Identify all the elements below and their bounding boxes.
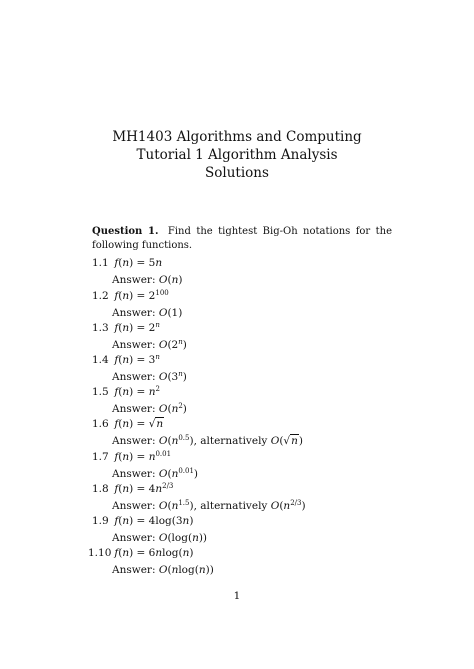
item-1-6 — [92, 417, 303, 448]
answer-expression: $O(n^{1.5})$, — [158, 499, 197, 512]
document-title — [0, 128, 474, 182]
item-1-3 — [92, 321, 187, 352]
answer-line — [112, 531, 207, 545]
answer-line — [112, 563, 214, 577]
answer-expression: $O(n^{0.01})$ — [158, 467, 199, 480]
item-number: 1.2 — [92, 290, 109, 302]
alternatively-label: alternatively — [200, 500, 268, 512]
answer-label: Answer: — [112, 468, 156, 480]
answer-line — [112, 306, 182, 320]
item-1-1 — [92, 256, 182, 287]
answer-line — [112, 273, 182, 287]
item-1-9 — [92, 514, 207, 545]
answer-label: Answer: — [112, 435, 156, 447]
answer-label: Answer: — [112, 500, 156, 512]
question-1 — [92, 225, 392, 253]
item-number: 1.9 — [92, 515, 109, 527]
question-text: Find the tightest Big-Oh notations for the following functions. — [92, 226, 392, 251]
answer-expression: O(3$^n$) — [158, 370, 187, 383]
answer-label: Answer: — [112, 307, 156, 319]
item-number: 1.4 — [92, 354, 109, 366]
page-number: 1 — [233, 590, 241, 602]
course-title: MH1403 Algorithms and Computing — [112, 129, 362, 145]
answer-line — [112, 370, 187, 384]
item-number: 1.10 — [88, 547, 112, 559]
function-expression: f(n) = √n — [114, 418, 164, 430]
function-expression: $f(n) = 3^n$ — [114, 353, 160, 366]
alternative-answer-expression: O(√n) — [270, 435, 303, 447]
item-number: 1.1 — [92, 257, 109, 269]
answer-line — [112, 434, 303, 448]
item-1-4 — [92, 353, 187, 384]
item-1-5 — [92, 385, 187, 416]
function-expression: $f(n) = 4n^{2/3}$ — [114, 482, 174, 495]
function-expression: $f(n) = 2^{100}$ — [114, 289, 169, 302]
question-label: Question 1. — [92, 226, 159, 237]
item-1-10 — [88, 546, 214, 577]
answer-label: Answer: — [112, 371, 156, 383]
answer-label: Answer: — [112, 339, 156, 351]
function-expression: f(n) = 5n — [114, 257, 163, 269]
item-1-7 — [92, 450, 198, 481]
item-number: 1.3 — [92, 322, 109, 334]
alternatively-label: alternatively — [200, 435, 268, 447]
answer-label: Answer: — [112, 532, 156, 544]
answer-label: Answer: — [112, 564, 156, 576]
solutions-title: Solutions — [205, 165, 269, 181]
answer-line — [112, 402, 187, 416]
item-number: 1.7 — [92, 451, 109, 463]
function-expression: $f(n) = n^2$ — [114, 385, 160, 398]
answer-label: Answer: — [112, 274, 156, 286]
alternative-answer-expression: $O(n^{2/3})$ — [270, 499, 306, 512]
answer-expression: O(1) — [158, 307, 183, 319]
item-1-2 — [92, 289, 182, 320]
answer-expression: O(2$^n$) — [158, 338, 187, 351]
function-expression: f(n) = 4log(3n) — [114, 515, 194, 527]
answer-line — [112, 499, 306, 513]
answer-expression: $O(n^2)$ — [158, 402, 187, 415]
answer-expression: $O(n^{0.5})$, — [158, 434, 197, 447]
answer-expression: O(nlog(n)) — [158, 564, 214, 576]
function-expression: $f(n) = n^{0.01}$ — [114, 450, 172, 463]
function-expression: $f(n) = 2^n$ — [114, 321, 160, 334]
item-number: 1.8 — [92, 483, 109, 495]
tutorial-title: Tutorial 1 Algorithm Analysis — [136, 147, 338, 163]
item-number: 1.5 — [92, 386, 109, 398]
item-1-8 — [92, 482, 306, 513]
answer-expression: O(log(n)) — [158, 532, 208, 544]
function-expression: f(n) = 6nlog(n) — [114, 547, 194, 559]
item-number: 1.6 — [92, 418, 109, 430]
answer-line — [112, 467, 198, 481]
answer-label: Answer: — [112, 403, 156, 415]
answer-expression: O(n) — [158, 274, 183, 286]
answer-line — [112, 338, 187, 352]
